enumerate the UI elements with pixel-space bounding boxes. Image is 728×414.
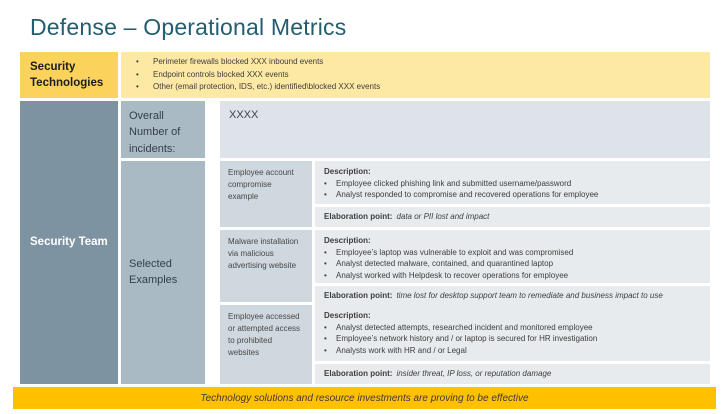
description-heading: Description:: [324, 235, 371, 245]
example-label-account-compromise: Employee account compromise example: [220, 161, 312, 227]
description-bullet: [324, 270, 701, 281]
bullet-icon: •: [136, 57, 139, 67]
security-technologies-row: [20, 52, 710, 98]
example-label-prohibited-websites: Employee accessed or attempted access to prohibited websites: [220, 305, 312, 384]
footer-banner: [13, 387, 716, 409]
elaboration-label: Elaboration point:: [324, 212, 393, 222]
elaboration-text: data or PII lost and impact: [396, 212, 490, 222]
example-description: [315, 305, 710, 361]
description-bullet-text: Analyst responded to compromise and recovered operations for employee: [336, 190, 599, 200]
description-heading: Description:: [324, 166, 371, 176]
tech-bullet: [136, 81, 702, 93]
description-bullet: [324, 247, 701, 258]
example-elaboration: [315, 207, 710, 227]
description-bullet-text: Analysts work with HR and / or Legal: [336, 345, 467, 355]
tech-bullet-text: Perimeter firewalls blocked XXX inbound events: [153, 57, 324, 67]
description-bullet-text: Analyst detected malware, contained, and quarantined laptop: [336, 259, 554, 269]
footer-banner-text: Technology solutions and resource investments are proving to be effective: [200, 392, 529, 404]
description-bullet: [324, 322, 701, 333]
description-bullet: [324, 333, 701, 344]
security-technologies-bullets: [121, 52, 710, 98]
bullet-icon: •: [324, 322, 327, 332]
bullet-icon: •: [324, 334, 327, 344]
bullet-icon: •: [136, 69, 139, 79]
security-team-table: [20, 101, 710, 384]
example-elaboration: [315, 364, 710, 384]
description-bullet-text: Employee’s network history and / or laptop is secured for HR investigation: [336, 334, 598, 344]
selected-examples-label: Selected Examples: [121, 161, 205, 384]
example-description: [315, 161, 710, 204]
bullet-icon: •: [324, 270, 327, 280]
bullet-icon: •: [324, 259, 327, 269]
tech-bullet-text: Other (email protection, IDS, etc.) identified\blocked XXX events: [153, 82, 381, 92]
tech-bullet-text: Endpoint controls blocked XXX events: [153, 69, 289, 79]
bullet-icon: •: [324, 178, 327, 188]
elaboration-label: Elaboration point:: [324, 291, 393, 301]
example-body-account-compromise: [315, 161, 710, 227]
example-label-malware-installation: Malware installation via malicious advertising website: [220, 230, 312, 302]
example-elaboration: [315, 286, 710, 306]
security-technologies-header: Security Technologies: [20, 52, 118, 98]
slide-content: [20, 52, 710, 384]
overall-incidents-value: XXXX: [220, 101, 710, 158]
example-body-prohibited-websites: [315, 305, 710, 384]
description-bullet-text: Employee clicked phishing link and submitted username/password: [336, 178, 572, 188]
bullet-icon: •: [324, 190, 327, 200]
description-bullet: [324, 258, 701, 269]
description-bullet: [324, 345, 701, 356]
example-description: [315, 230, 710, 283]
tech-bullet: [136, 69, 702, 81]
example-body-malware-installation: [315, 230, 710, 302]
overall-incidents-label: Overall Number of incidents:: [121, 101, 205, 158]
page-title: Defense – Operational Metrics: [30, 14, 347, 40]
description-bullet: [324, 189, 701, 200]
description-bullet-text: Employee’s laptop was vulnerable to exploit and was compromised: [336, 247, 574, 257]
description-heading: Description:: [324, 310, 371, 320]
elaboration-text: insider threat, IP loss, or reputation damage: [396, 369, 552, 379]
description-bullet-text: Analyst detected attempts, researched incident and monitored employee: [336, 322, 593, 332]
bullet-icon: •: [324, 247, 327, 257]
elaboration-label: Elaboration point:: [324, 369, 393, 379]
description-bullet-text: Analyst worked with Helpdesk to recover operations for employee: [336, 270, 569, 280]
bullet-icon: •: [136, 82, 139, 92]
security-team-header: Security Team: [20, 101, 118, 384]
bullet-icon: •: [324, 345, 327, 355]
description-bullet: [324, 178, 701, 189]
tech-bullet: [136, 56, 702, 68]
elaboration-text: time lost for desktop support team to remediate and business impact to use: [396, 291, 663, 301]
